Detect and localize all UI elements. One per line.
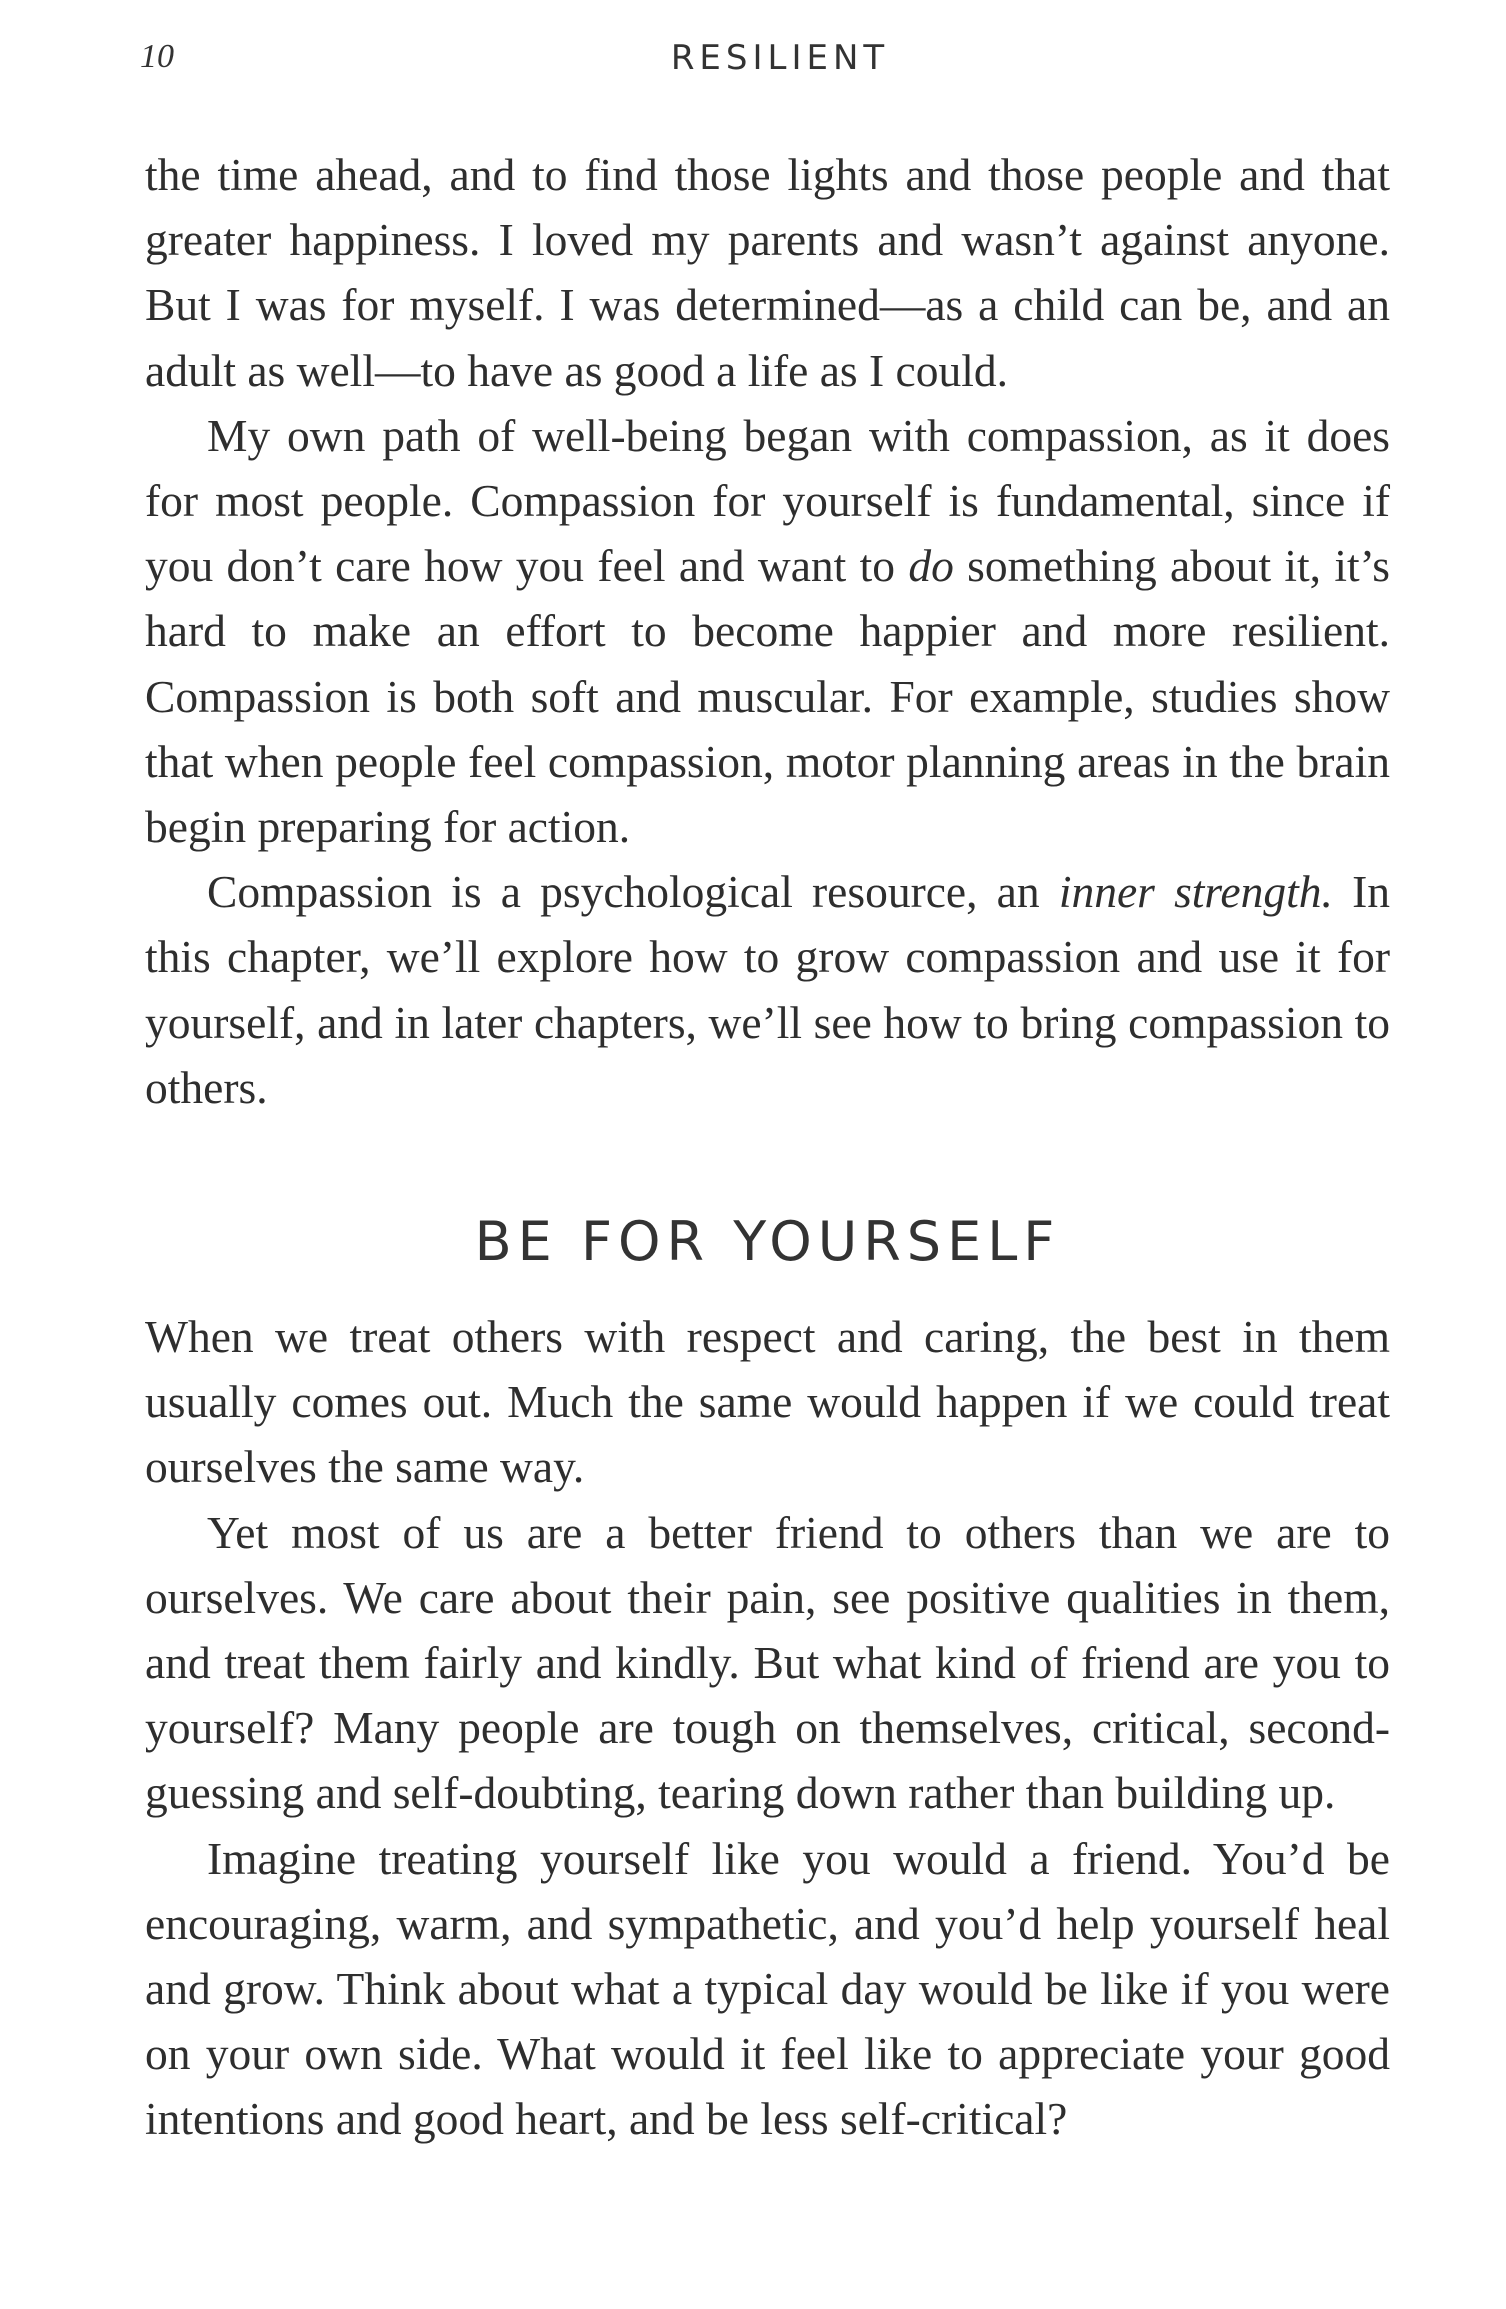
body-text-before-heading	[145, 142, 1390, 1120]
paragraph	[145, 142, 1390, 403]
page-number: 10	[140, 38, 174, 75]
paragraph-text: My own path of well-being began with compassion, as it does for most people. Compassion for yourself is fundamental, since if you don’t care how you feel and want to	[145, 409, 1390, 592]
paragraph-text: Yet most of us are a better friend to others than we are to ourselves. We care about their pain, see positive qualities in them, and treat them fairly and kindly. But what kind of friend are you to yourself? Many people are tough on themselves, critical, second-guessing and self-doubting, tearing down rather than building up.	[145, 1506, 1390, 1819]
italic-text: do	[908, 540, 954, 592]
paragraph	[145, 1500, 1390, 1826]
paragraph	[145, 1826, 1390, 2152]
paragraph-text: When we treat others with respect and caring, the best in them usually comes out. Much the same would happen if we could treat ourselves the same way.	[145, 1311, 1390, 1493]
paragraph-text: In this chapter, we’ll explore how to grow compassion and use it for yourself, and in later chapters, we’ll see how to bring compassion to others.	[145, 866, 1391, 1113]
body-text-after-heading	[145, 1304, 1390, 2152]
paragraph	[145, 859, 1390, 1120]
paragraph-text: Compassion is a psychological resource, an	[207, 866, 1059, 918]
paragraph	[145, 403, 1390, 859]
paragraph-text: something about it, it’s hard to make an effort to become happier and more resilient. Compassion is both soft and muscular. For example, studies show that when people feel compassion, motor planning areas in the brain begin preparing for action.	[145, 540, 1390, 853]
paragraph	[145, 1304, 1390, 1500]
paragraph-text: Imagine treating yourself like you would a friend. You’d be encouraging, warm, and sympathetic, and you’d help yourself heal and grow. Think about what a typical day would be like if you were on your own side. What would it feel like to appreciate your good intentions and good heart, and be less self-critical?	[145, 1832, 1390, 2145]
paragraph-text: the time ahead, and to find those lights and those people and that greater happiness. I loved my parents and wasn’t against anyone. But I was for myself. I was determined—as a child can be, and an adult as well—to have as good a life as I could.	[145, 149, 1390, 396]
running-head	[140, 38, 1390, 88]
section-heading: BE FOR YOURSELF	[474, 1210, 1061, 1273]
running-title: RESILIENT	[670, 38, 890, 78]
italic-text: inner strength.	[1058, 866, 1333, 918]
